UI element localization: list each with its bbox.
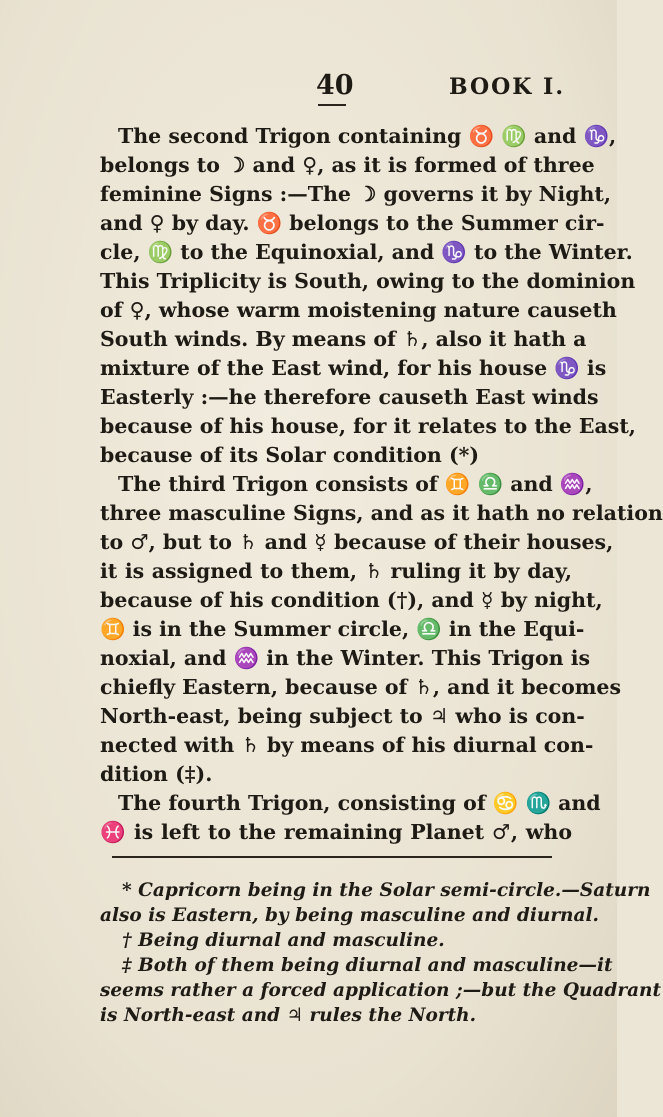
header-rule: [318, 104, 346, 106]
footnote-separator: [112, 856, 552, 858]
footnote-line: † Being diurnal and masculine.: [122, 930, 445, 951]
text-line: because of his house, for it relates to the East,: [100, 414, 636, 438]
text-line: belongs to ☽ and ♀, as it is formed of three: [100, 153, 595, 177]
text-line: ♓ is left to the remaining Planet ♂, who: [100, 820, 572, 844]
running-head: BOOK I.: [448, 74, 565, 100]
text-line: and ♀ by day. ♉ belongs to the Summer cir-: [100, 211, 605, 235]
text-line: mixture of the East wind, for his house ♑ is: [100, 356, 607, 380]
text-line: noxial, and ♒ in the Winter. This Trigon is: [100, 646, 591, 670]
text-line: nected with ♄ by means of his diurnal con-: [100, 733, 594, 757]
text-line: feminine Signs :—The ☽ governs it by Night,: [100, 182, 612, 206]
footnote-line: is North-east and ♃ rules the North.: [100, 1005, 477, 1026]
footnote-line: seems rather a forced application ;—but the Quadrant: [100, 980, 662, 1001]
text-line: The fourth Trigon, consisting of ♋ ♏ and: [118, 791, 601, 815]
text-line: dition (‡).: [100, 762, 213, 786]
text-line: ♊ is in the Summer circle, ♎ in the Equi-: [100, 617, 585, 641]
text-line: The third Trigon consists of ♊ ♎ and ♒,: [118, 472, 593, 496]
footnote-line: also is Eastern, by being masculine and diurnal.: [100, 905, 599, 926]
body-text: [100, 122, 663, 847]
text-line: Easterly :—he therefore causeth East winds: [100, 385, 599, 409]
text-line: The second Trigon containing ♉ ♍ and ♑,: [118, 124, 617, 148]
text-line: This Triplicity is South, owing to the dominion: [100, 269, 636, 293]
footnote-line: ‡ Both of them being diurnal and masculine—it: [122, 955, 613, 976]
text-line: because of his condition (†), and ☿ by night,: [100, 588, 603, 612]
text-line: three masculine Signs, and as it hath no relation: [100, 501, 663, 525]
text-line: South winds. By means of ♄, also it hath a: [100, 327, 587, 351]
text-line: to ♂, but to ♄ and ☿ because of their houses,: [100, 530, 614, 554]
text-line: North-east, being subject to ♃ who is con-: [100, 704, 585, 728]
text-line: it is assigned to them, ♄ ruling it by day,: [100, 559, 572, 583]
text-line: of ♀, whose warm moistening nature causeth: [100, 298, 617, 322]
text-line: because of its Solar condition (*): [100, 443, 480, 467]
page-header: [0, 70, 617, 110]
footnote-line: * Capricorn being in the Solar semi-circle.—Saturn: [122, 880, 651, 901]
text-line: chiefly Eastern, because of ♄, and it becomes: [100, 675, 622, 699]
text-line: cle, ♍ to the Equinoxial, and ♑ to the Winter.: [100, 240, 633, 264]
page-number: 40: [316, 70, 354, 101]
footnotes: [100, 878, 662, 1028]
